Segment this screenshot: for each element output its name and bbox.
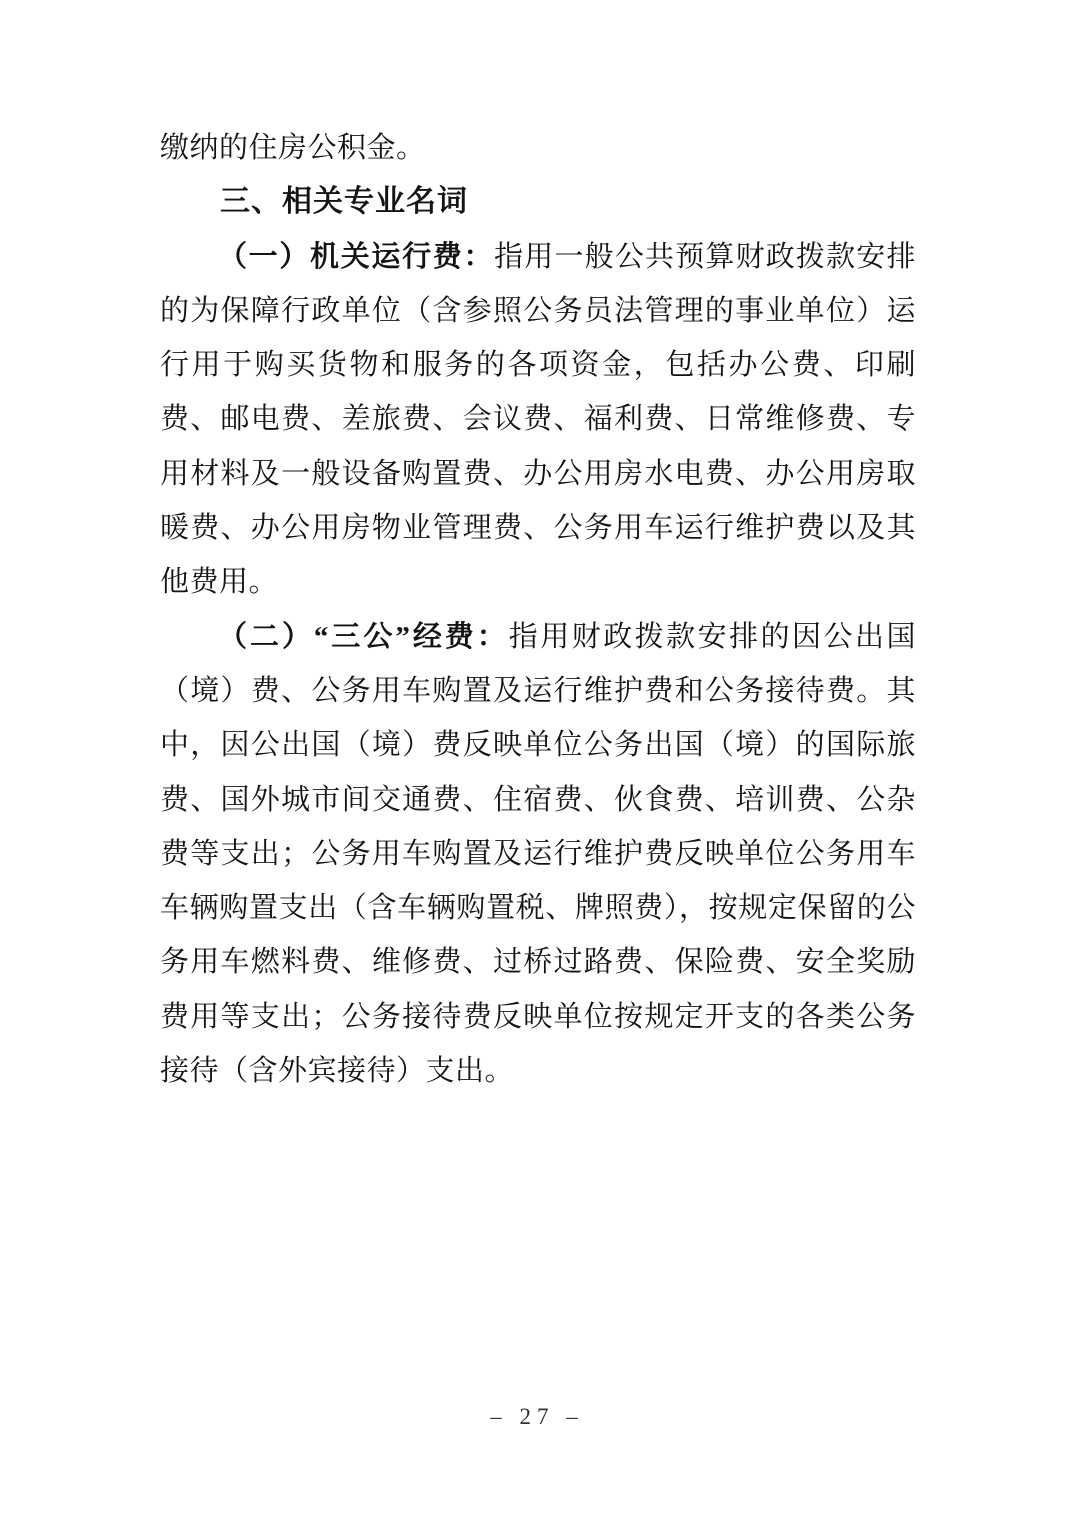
paragraph-lead: （二）“三公”经费：: [218, 620, 509, 653]
section-heading: 三、相关专业名词: [220, 185, 468, 219]
continuation-line: 缴纳的住房公积金。: [160, 132, 426, 164]
document-body: [160, 121, 916, 1098]
paragraph-organ-operating-cost: [160, 230, 916, 610]
paragraph-three-public-expenses: [160, 610, 916, 1099]
paragraph-lead: （一）机关运行费：: [218, 240, 495, 273]
paragraph-text: 指用一般公共预算财政拨款安排的为保障行政单位（含参照公务员法管理的事业单位）运行用于购买货物和服务的各项资金，包括办公费、印刷费、邮电费、差旅费、会议费、福利费、日常维修费、专用材料及一般设备购置费、办公用房水电费、办公用房取暖费、办公用房物业管理费、公务用车运行维护费以及其他费用。: [160, 240, 916, 599]
page-number: – 27 –: [490, 1404, 584, 1429]
paragraph-text: 指用财政拨款安排的因公出国（境）费、公务用车购置及运行维护费和公务接待费。其中，因公出国（境）费反映单位公务出国（境）的国际旅费、国外城市间交通费、住宿费、伙食费、培训费、公杂费等支出；公务用车购置及运行维护费反映单位公务用车车辆购置支出（含车辆购置税、牌照费），按规定保留的公务用车燃料费、维修费、过桥过路费、保险费、安全奖励费用等支出；公务接待费反映单位按规定开支的各类公务接待（含外宾接待）支出。: [160, 620, 916, 1088]
